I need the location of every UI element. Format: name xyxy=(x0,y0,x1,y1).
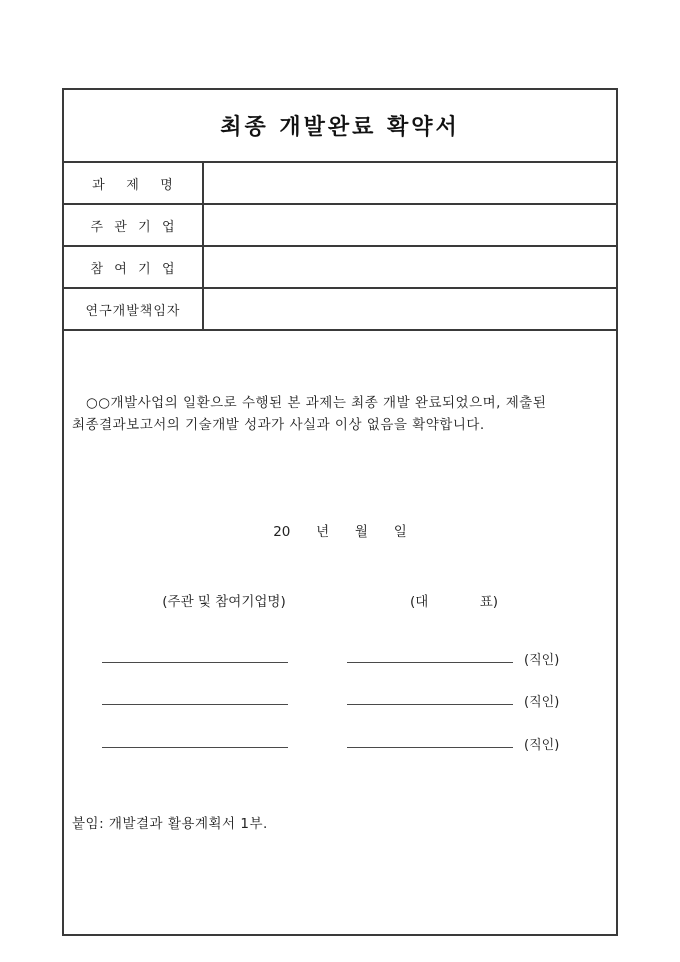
signature-line-company xyxy=(102,704,288,705)
row-value-participating-company xyxy=(204,247,616,287)
row-label-lead-company: 주 관 기 업 xyxy=(64,205,204,245)
signature-line-company xyxy=(102,662,288,663)
table-row-rnd-manager xyxy=(64,289,616,331)
representative-heading: (대 표) xyxy=(409,594,499,610)
table-row-project-name xyxy=(64,163,616,205)
signature-row xyxy=(64,728,616,753)
signature-line-representative xyxy=(347,662,513,663)
signature-row xyxy=(64,643,616,668)
signature-line-representative xyxy=(347,704,513,705)
row-label-rnd-manager: 연구개발책임자 xyxy=(64,289,204,329)
row-value-lead-company xyxy=(204,205,616,245)
seal-label: (직인) xyxy=(524,695,560,710)
row-label-project-name: 과 제 명 xyxy=(64,163,204,203)
seal-label: (직인) xyxy=(524,738,560,753)
table-row-lead-company xyxy=(64,205,616,247)
form-frame xyxy=(62,88,618,936)
row-label-participating-company: 참 여 기 업 xyxy=(64,247,204,287)
date-line: 20 년 월 일 xyxy=(273,524,407,540)
form-title: 최종 개발완료 확약서 xyxy=(220,114,460,140)
signature-line-representative xyxy=(347,747,513,748)
attachment-note: 붙임: 개발결과 활용계획서 1부. xyxy=(72,816,268,832)
seal-label: (직인) xyxy=(524,653,560,668)
company-name-heading: (주관 및 참여기업명) xyxy=(162,594,286,610)
signature-row xyxy=(64,685,616,710)
project-info-table xyxy=(64,161,616,331)
row-value-rnd-manager xyxy=(204,289,616,329)
statement-paragraph: ○○개발사업의 일환으로 수행된 본 과제는 최종 개발 완료되었으며, 제출된 최종결과보고서의 기술개발 성과가 사실과 이상 없음을 확약합니다. xyxy=(72,395,547,433)
row-value-project-name xyxy=(204,163,616,203)
table-row-participating-company xyxy=(64,247,616,289)
signature-line-company xyxy=(102,747,288,748)
